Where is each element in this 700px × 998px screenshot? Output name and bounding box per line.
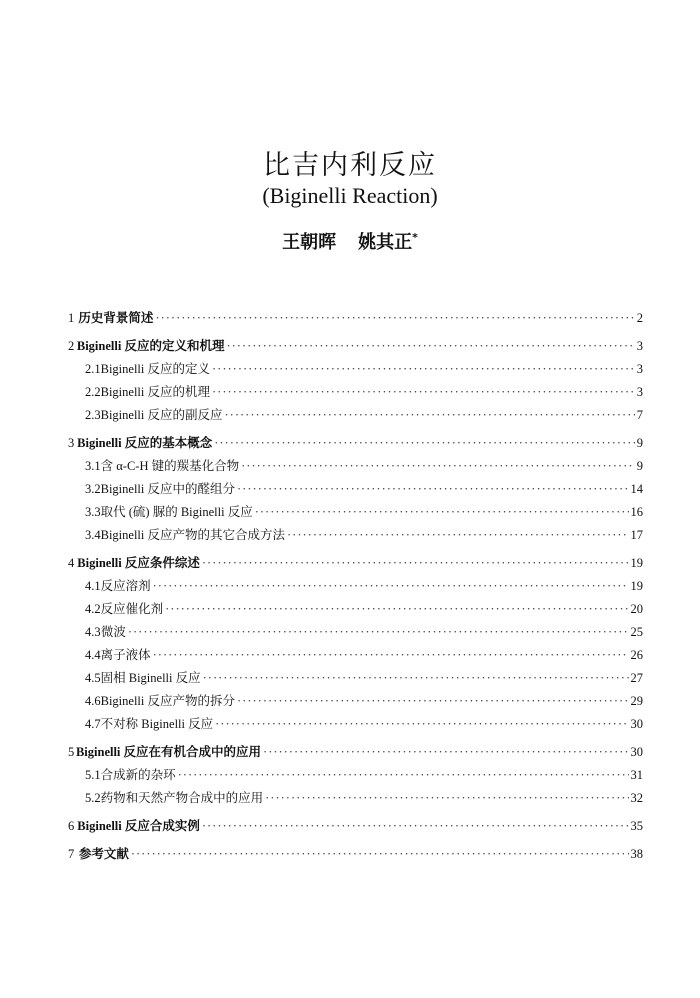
toc-dot-leader [212, 358, 635, 381]
toc-entry-number: 5.2 [85, 791, 101, 805]
toc-entry-title: 含 α-C-H 键的羰基化合物 [100, 459, 240, 473]
toc-chapter-row[interactable] [68, 843, 643, 866]
toc-entry-title: 不对称 Biginelli 反应 [100, 717, 214, 731]
toc-entry-number: 5 [68, 745, 75, 759]
toc-section-row[interactable] [68, 404, 643, 427]
authors-line [0, 228, 700, 254]
toc-entry-page: 20 [630, 602, 643, 616]
toc-entry-page: 3 [636, 339, 643, 353]
toc-entry-title: Biginelli 反应的基本概念 [77, 436, 213, 450]
toc-entry-number: 4.2 [85, 602, 101, 616]
toc-entry-number: 4 [68, 556, 75, 570]
toc-chapter-row[interactable] [68, 432, 643, 455]
toc-entry-page: 3 [636, 362, 643, 376]
toc-entry-page: 2 [636, 311, 643, 325]
toc-dot-leader [263, 741, 628, 764]
toc-chapter-row[interactable] [68, 335, 643, 358]
author-second: 姚其正 [358, 232, 413, 253]
toc-entry-number: 4.1 [85, 579, 101, 593]
toc-entry-page: 9 [636, 436, 643, 450]
toc-entry-number: 3.3 [85, 505, 101, 519]
toc-entry-number: 4.4 [85, 648, 101, 662]
toc-section-row[interactable] [68, 381, 643, 404]
toc-dot-leader [255, 501, 629, 524]
toc-entry-title: 微波 [100, 625, 126, 639]
toc-dot-leader [203, 667, 629, 690]
toc-section-row[interactable] [68, 598, 643, 621]
toc-chapter-row[interactable] [68, 552, 643, 575]
toc-entry-title: Biginelli 反应合成实例 [77, 819, 200, 833]
toc-entry-page: 35 [630, 819, 643, 833]
toc-entry-title: 固相 Biginelli 反应 [100, 671, 201, 685]
toc-dot-leader [153, 575, 629, 598]
toc-dot-leader [202, 815, 629, 838]
toc-entry-number: 3 [68, 436, 75, 450]
toc-section-row[interactable] [68, 690, 643, 713]
page-title: 比吉内利反应 [263, 150, 437, 181]
toc-entry-number: 4.7 [85, 717, 101, 731]
toc-entry-title: 取代 (硫) 脲的 Biginelli 反应 [100, 505, 253, 519]
toc-chapter-row[interactable] [68, 307, 643, 330]
toc-dot-leader [265, 787, 628, 810]
toc-entry-title: Biginelli 反应的定义和机理 [76, 339, 225, 353]
toc-entry-number: 4.3 [85, 625, 101, 639]
toc-section-row[interactable] [68, 575, 643, 598]
toc-entry-title: Biginelli 反应的副反应 [100, 408, 223, 422]
toc-chapter-row[interactable] [68, 815, 643, 838]
author-first: 王朝晖 [282, 232, 337, 253]
toc-entry-number: 7 [68, 847, 75, 861]
toc-chapter-row[interactable] [68, 741, 643, 764]
toc-entry-number: 5.1 [85, 768, 101, 782]
toc-entry-page: 9 [636, 459, 643, 473]
toc-entry-title: 合成新的杂环 [100, 768, 176, 782]
toc-entry-page: 7 [636, 408, 643, 422]
toc-entry-number: 4.5 [85, 671, 101, 685]
toc-entry-number: 2.1 [85, 362, 101, 376]
toc-entry-title: 参考文献 [78, 847, 129, 861]
toc-entry-page: 16 [630, 505, 643, 519]
toc-entry-title: Biginelli 反应产物的拆分 [100, 694, 236, 708]
toc-dot-leader [155, 307, 634, 330]
toc-entry-number: 1 [68, 311, 75, 325]
toc-entry-title: 反应催化剂 [100, 602, 164, 616]
corresponding-author-mark: * [412, 231, 418, 244]
toc-dot-leader [178, 764, 629, 787]
toc-entry-page: 17 [630, 528, 643, 542]
toc-entry-title: Biginelli 反应在有机合成中的应用 [75, 745, 262, 759]
toc-entry-page: 38 [630, 847, 643, 861]
toc-entry-title: Biginelli 反应的机理 [100, 385, 211, 399]
toc-dot-leader [237, 478, 628, 501]
toc-entry-page: 30 [630, 745, 643, 759]
toc-entry-number: 6 [68, 819, 75, 833]
toc-entry-page: 19 [630, 579, 643, 593]
toc-entry-page: 27 [630, 671, 643, 685]
toc-entry-title: 反应溶剂 [100, 579, 151, 593]
toc-entry-page: 25 [630, 625, 643, 639]
toc-entry-number: 2.3 [85, 408, 101, 422]
toc-entry-page: 19 [630, 556, 643, 570]
toc-section-row[interactable] [68, 764, 643, 787]
toc-entry-title: Biginelli 反应条件综述 [77, 556, 200, 570]
toc-dot-leader [202, 552, 629, 575]
toc-entry-page: 29 [630, 694, 643, 708]
toc-dot-leader [212, 381, 635, 404]
toc-dot-leader [215, 713, 628, 736]
toc-section-row[interactable] [68, 501, 643, 524]
toc-section-row[interactable] [68, 358, 643, 381]
toc-entry-page: 32 [630, 791, 643, 805]
toc-dot-leader [131, 843, 629, 866]
toc-entry-title: Biginelli 反应的定义 [100, 362, 211, 376]
toc-dot-leader [287, 524, 628, 547]
toc-dot-leader [237, 690, 628, 713]
toc-section-row[interactable] [68, 787, 643, 810]
toc-entry-number: 2 [68, 339, 75, 353]
toc-section-row[interactable] [68, 455, 643, 478]
toc-entry-page: 31 [630, 768, 643, 782]
toc-entry-title: 药物和天然产物合成中的应用 [100, 791, 264, 805]
toc-section-row[interactable] [68, 713, 643, 736]
toc-entry-number: 3.1 [85, 459, 101, 473]
toc-entry-number: 3.4 [85, 528, 101, 542]
toc-dot-leader [153, 644, 629, 667]
toc-section-row[interactable] [68, 524, 643, 547]
toc-section-row[interactable] [68, 644, 643, 667]
toc-entry-number: 3.2 [85, 482, 101, 496]
toc-entry-page: 14 [630, 482, 643, 496]
page-subtitle: (Biginelli Reaction) [262, 183, 438, 208]
toc-section-row[interactable] [68, 621, 643, 644]
toc-entry-number: 4.6 [85, 694, 101, 708]
toc-entry-title: Biginelli 反应中的醛组分 [100, 482, 236, 496]
toc-dot-leader [165, 598, 628, 621]
toc-entry-title: Biginelli 反应产物的其它合成方法 [100, 528, 286, 542]
toc-entry-title: 离子液体 [100, 648, 151, 662]
toc-dot-leader [241, 455, 635, 478]
toc-dot-leader [225, 404, 635, 427]
toc-entry-number: 2.2 [85, 385, 101, 399]
toc-dot-leader [128, 621, 629, 644]
toc-section-row[interactable] [68, 667, 643, 690]
toc-dot-leader [226, 335, 634, 358]
toc-entry-page: 26 [630, 648, 643, 662]
toc-dot-leader [214, 432, 635, 455]
toc-entry-page: 3 [636, 385, 643, 399]
toc-entry-page: 30 [630, 717, 643, 731]
toc-entry-title: 历史背景简述 [78, 311, 154, 325]
toc-section-row[interactable] [68, 478, 643, 501]
table-of-contents [68, 307, 643, 866]
